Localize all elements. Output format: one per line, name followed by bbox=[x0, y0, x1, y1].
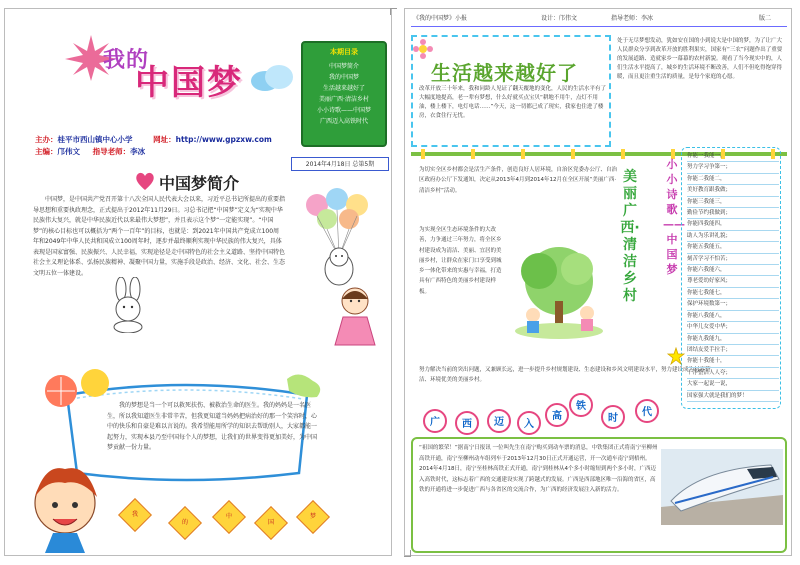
title-char-bubble: 代 bbox=[635, 399, 659, 423]
title-char-bubble: 时 bbox=[601, 405, 625, 429]
poem-line: 干净整洁人人夸； bbox=[687, 368, 779, 379]
contents-item[interactable]: 美丽广西·清洁乡村 bbox=[319, 96, 369, 103]
contents-item[interactable]: 我的中国梦 bbox=[328, 74, 359, 81]
poem-line: 勤俭节约我做到； bbox=[687, 208, 779, 219]
header-page-number: 版二 bbox=[759, 15, 772, 22]
advisor-name: 李冰 bbox=[130, 147, 146, 156]
contents-item[interactable]: 生活越来越好了 bbox=[322, 85, 365, 92]
crop-mark bbox=[404, 550, 411, 557]
kite-badge: 中 bbox=[212, 500, 246, 534]
title-char-bubble: 高 bbox=[545, 403, 569, 427]
crop-mark bbox=[390, 8, 397, 15]
heart-icon bbox=[133, 169, 157, 193]
site-label: 网址： bbox=[153, 135, 176, 144]
life-text: 改革开放三十年来，我和同龄人见证了翻天覆地的变化，人民的生活水平有了大幅度地提高，老一辈有梦想，什么好就买点宝贝“耕地不用牛，点灯不用油，楼上楼下，电灯电话……”今天，这一切都已成了现实，我家也住进了楼房，衣食住行无忧。 bbox=[419, 86, 607, 119]
village-intro-text: 处于无尽梦想发动，犹如安在国的小到说大是中国的梦，为了让广大人民群众分享到改革开放的胜利果实，国家有“三农”问题作出了重要的发展道路、造就家乡一幕幕的农村新貌。观看了当今现实中的，人们生活水平提高了，城乡的生活环境不断改善，人们不但吃得饱穿得暖，而且更注重生活的质量，是每个家庭的心愿。 bbox=[617, 38, 783, 80]
village-mid-text: 为实现全区生态环境条件的大改善，力争通过三年努力，将全区乡村建设成为清洁、美丽、宜居的美丽乡村，让群众在家门口享受到城乡一体化带来的实惠与幸福，打造具有广西特色的美丽乡村建设样板。 bbox=[419, 227, 502, 295]
poem-line: 你能六我能六， bbox=[687, 265, 779, 276]
poem-line: 努力学习争第一； bbox=[687, 162, 779, 173]
village-title: 美丽广西·清洁乡村 bbox=[620, 169, 640, 304]
intro-text: 中国梦，是中国共产党召开第十八次全国人民代表大会以来，习近平总书记所提出的重要指导思想和重要执政理念，正式提出于2012年11月29日。习总书记把“中国梦”定义为“实现中华民族伟大复兴，就是中华民族近代以来最伟大梦想”，并且表示这个梦“一定能实现”。“中国梦”的核心目标也可以概括为“两个一百年”的目标，也就是：到2021年中国共产党成立100周年和2049年中华人民共和国成立100周年时，逐步并最终顺利实现中华民族的伟大复兴，具体表现是国家富强、民族振兴、人民幸福，实现途径是走中国特色的社会主义道路、坚持中国特色社会主义理论体系、弘扬民族精神、凝聚中国力量，实施手段是政治、经济、文化、社会、生态文明五位一体建设。 bbox=[33, 196, 286, 277]
left-page bbox=[4, 8, 392, 556]
advisor-label: 指导老师： bbox=[92, 147, 131, 156]
girl-icon bbox=[325, 283, 385, 349]
poem-lines bbox=[687, 151, 779, 402]
title-char-bubble: 迈 bbox=[487, 409, 511, 433]
editor-line bbox=[35, 146, 145, 157]
title-char-bubble: 入 bbox=[517, 411, 541, 435]
poem-line: 团结友爱手拉手； bbox=[687, 345, 779, 356]
village-text: 为切实全区乡村都会是活生产条件，创造良好人居环境，自治区党委办公厅、自治区政府办公厅下发通知，决定从2013年4月到2014年12月在全区开展“美丽广西·清洁乡村”活动。 bbox=[419, 167, 618, 194]
poem-line: 你能四我能四， bbox=[687, 219, 779, 230]
site-link[interactable]: http://www.gpzxw.com bbox=[175, 135, 272, 144]
balloon-bear-icon bbox=[297, 187, 383, 291]
star-icon bbox=[667, 347, 685, 365]
boy-icon bbox=[25, 457, 105, 553]
poem-line: 尊老爱幼好家风； bbox=[687, 276, 779, 287]
decoration-cloud-icon bbox=[249, 59, 295, 99]
rail-text: “祖国的繁荣！”据南宁日报讯 一位叫先生在南宁购买到动车票的消息，中铁集团正式将南宁至柳州高铁开通，南宁至柳州动车组列车于2013年12月30日正式开通运营，开一次通车南宁到梧州。2014年4月18日，南宁至桂林高铁正式开通，南宁到桂林从4个多小时缩短到两个多小时，广西迈入高铁时代，这标志着广西的交通建设实现了跨越式的发展。广西是西部地区唯一沿海的省区，高铁的开通将进一步促进广西与各省区的交流合作，为广西的经济发展注入新的活力。 bbox=[419, 445, 658, 494]
host-label: 主办： bbox=[35, 135, 58, 144]
kite-badge: 国 bbox=[254, 506, 288, 540]
poem-line: 你能十我能十， bbox=[687, 356, 779, 367]
poem-line: 助人为乐讲礼貌； bbox=[687, 231, 779, 242]
contents-list bbox=[303, 61, 385, 127]
contents-title: 本期目录 bbox=[330, 48, 358, 56]
children-tree-icon bbox=[505, 241, 611, 341]
main-title-small: 我的 bbox=[103, 48, 150, 73]
poem-line: 刻苦学习不怕苦； bbox=[687, 254, 779, 265]
kite-badge: 梦 bbox=[296, 500, 330, 534]
poem-line: 你能八我能八， bbox=[687, 311, 779, 322]
poem-line: 你能三我能三， bbox=[687, 197, 779, 208]
poem-line: 保护环境数第一； bbox=[687, 299, 779, 310]
poem-line: 美好教育跟我做； bbox=[687, 185, 779, 196]
contents-item[interactable]: 小小诗歌——中国梦 bbox=[316, 107, 371, 114]
my-dream-text: 我的梦想是当一个可以救死扶伤、被救治生命的医生。我的妈妈是一名医生，所以我知道医生非常辛苦，但我更知道当妈妈把病治好的那一个笑容时，心中的快乐和自豪是难以言说的。我希望能用所学的知识去帮助别人，大家都能一起努力，实现本县乃至中国每个人的梦想，让我们的世界变得更加美好，为中国梦贡献一份力量。 bbox=[107, 402, 318, 451]
header-title: 《我的中国梦》小报 bbox=[413, 15, 468, 22]
life-title: 生活越来越好了 bbox=[431, 61, 578, 85]
flower-icon bbox=[413, 39, 433, 59]
title-char-bubble: 铁 bbox=[569, 393, 593, 417]
issue-date: 2014年4月18日 总第5期 bbox=[291, 157, 389, 171]
bunny-icon bbox=[103, 277, 155, 333]
poem-line: 国家强大就是我们的梦！ bbox=[687, 391, 779, 402]
poem-line: 你能七我能七， bbox=[687, 288, 779, 299]
host-line bbox=[35, 134, 272, 145]
poem-line: 你能一我能一， bbox=[687, 151, 779, 162]
poem-line: 你能二我能二， bbox=[687, 174, 779, 185]
section-title-intro: 中国梦简介 bbox=[159, 174, 240, 193]
main-title-big: 中国梦 bbox=[135, 63, 243, 103]
header-designer: 设计：邝伟文 bbox=[541, 15, 578, 22]
editor-name: 邝伟文 bbox=[57, 147, 80, 156]
header-divider bbox=[411, 26, 787, 27]
contents-item[interactable]: 中国梦简介 bbox=[328, 63, 359, 70]
poem-line: 大家一起说一说， bbox=[687, 379, 779, 390]
kite-badge: 我 bbox=[118, 498, 152, 532]
high-speed-train-icon bbox=[661, 449, 783, 525]
poem-line: 你能五我能五， bbox=[687, 242, 779, 253]
rail-title bbox=[419, 399, 679, 439]
poem-line: 你能九我能九， bbox=[687, 334, 779, 345]
header-advisor: 指导老师：李冰 bbox=[611, 15, 654, 22]
contents-item[interactable]: 广西迈入高铁时代 bbox=[319, 118, 368, 125]
page-header bbox=[405, 9, 791, 25]
editor-label: 主编： bbox=[35, 147, 58, 156]
poem-line: 中华儿女爱中华； bbox=[687, 322, 779, 333]
village-summary-text: 努力解决当前的突出问题，又兼顾长远，进一步提升乡村规划建设、生态建设和乡风文明建设水平，努力建设成为村容整洁、环境优美的美丽乡村。 bbox=[419, 367, 711, 384]
right-page bbox=[404, 8, 792, 556]
title-char-bubble: 西 bbox=[455, 411, 479, 435]
contents-box bbox=[301, 41, 387, 147]
title-char-bubble: 广 bbox=[423, 409, 447, 433]
poem-title: 小小诗歌——中国梦 bbox=[663, 158, 685, 276]
kite-badge: 的 bbox=[168, 506, 202, 540]
host-name: 桂平市西山镇中心小学 bbox=[57, 135, 133, 144]
